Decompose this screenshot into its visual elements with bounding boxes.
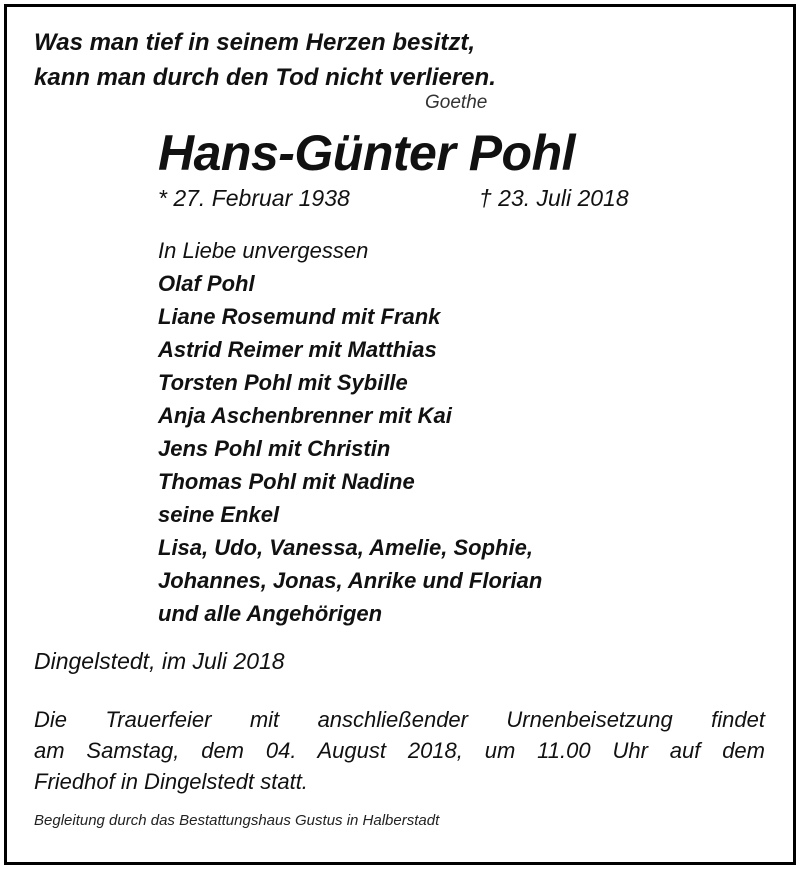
ceremony-line-2: am Samstag, dem 04. August 2018, um 11.00 Uhr auf dem — [34, 738, 765, 763]
birth-date: * 27. Februar 1938 — [158, 185, 350, 211]
mourner-line: Thomas Pohl mit Nadine — [158, 469, 415, 494]
mourner-line: Johannes, Jonas, Anrike und Florian — [158, 568, 543, 593]
mourner-line: und alle Angehörigen — [158, 601, 383, 626]
ceremony-line-1: Die Trauerfeier mit anschließender Urnenbeisetzung findet — [34, 707, 765, 732]
quote-line-1: Was man tief in seinem Herzen besitzt, — [34, 29, 476, 56]
mourner-line: Lisa, Udo, Vanessa, Amelie, Sophie, — [158, 535, 533, 560]
place-date: Dingelstedt, im Juli 2018 — [34, 648, 285, 674]
ceremony-line-3: Friedhof in Dingelstedt statt. — [34, 769, 308, 794]
mourner-line: Torsten Pohl mit Sybille — [158, 370, 408, 395]
deceased-name: Hans-Günter Pohl — [158, 125, 576, 181]
mourner-line: Olaf Pohl — [158, 271, 255, 296]
mourner-line: seine Enkel — [158, 502, 280, 527]
mourner-line: Liane Rosemund mit Frank — [158, 304, 441, 329]
quote-author: Goethe — [425, 92, 488, 113]
mourner-line: Anja Aschenbrenner mit Kai — [158, 403, 452, 428]
funeral-home-credit: Begleitung durch das Bestattungshaus Gustus in Halberstadt — [34, 812, 440, 829]
mourner-line: Jens Pohl mit Christin — [158, 436, 391, 461]
quote-line-2: kann man durch den Tod nicht verlieren. — [34, 64, 496, 91]
mourners-intro: In Liebe unvergessen — [158, 238, 369, 263]
ceremony-notice — [34, 704, 765, 797]
death-date: † 23. Juli 2018 — [479, 185, 629, 211]
mourner-line: Astrid Reimer mit Matthias — [158, 337, 437, 362]
